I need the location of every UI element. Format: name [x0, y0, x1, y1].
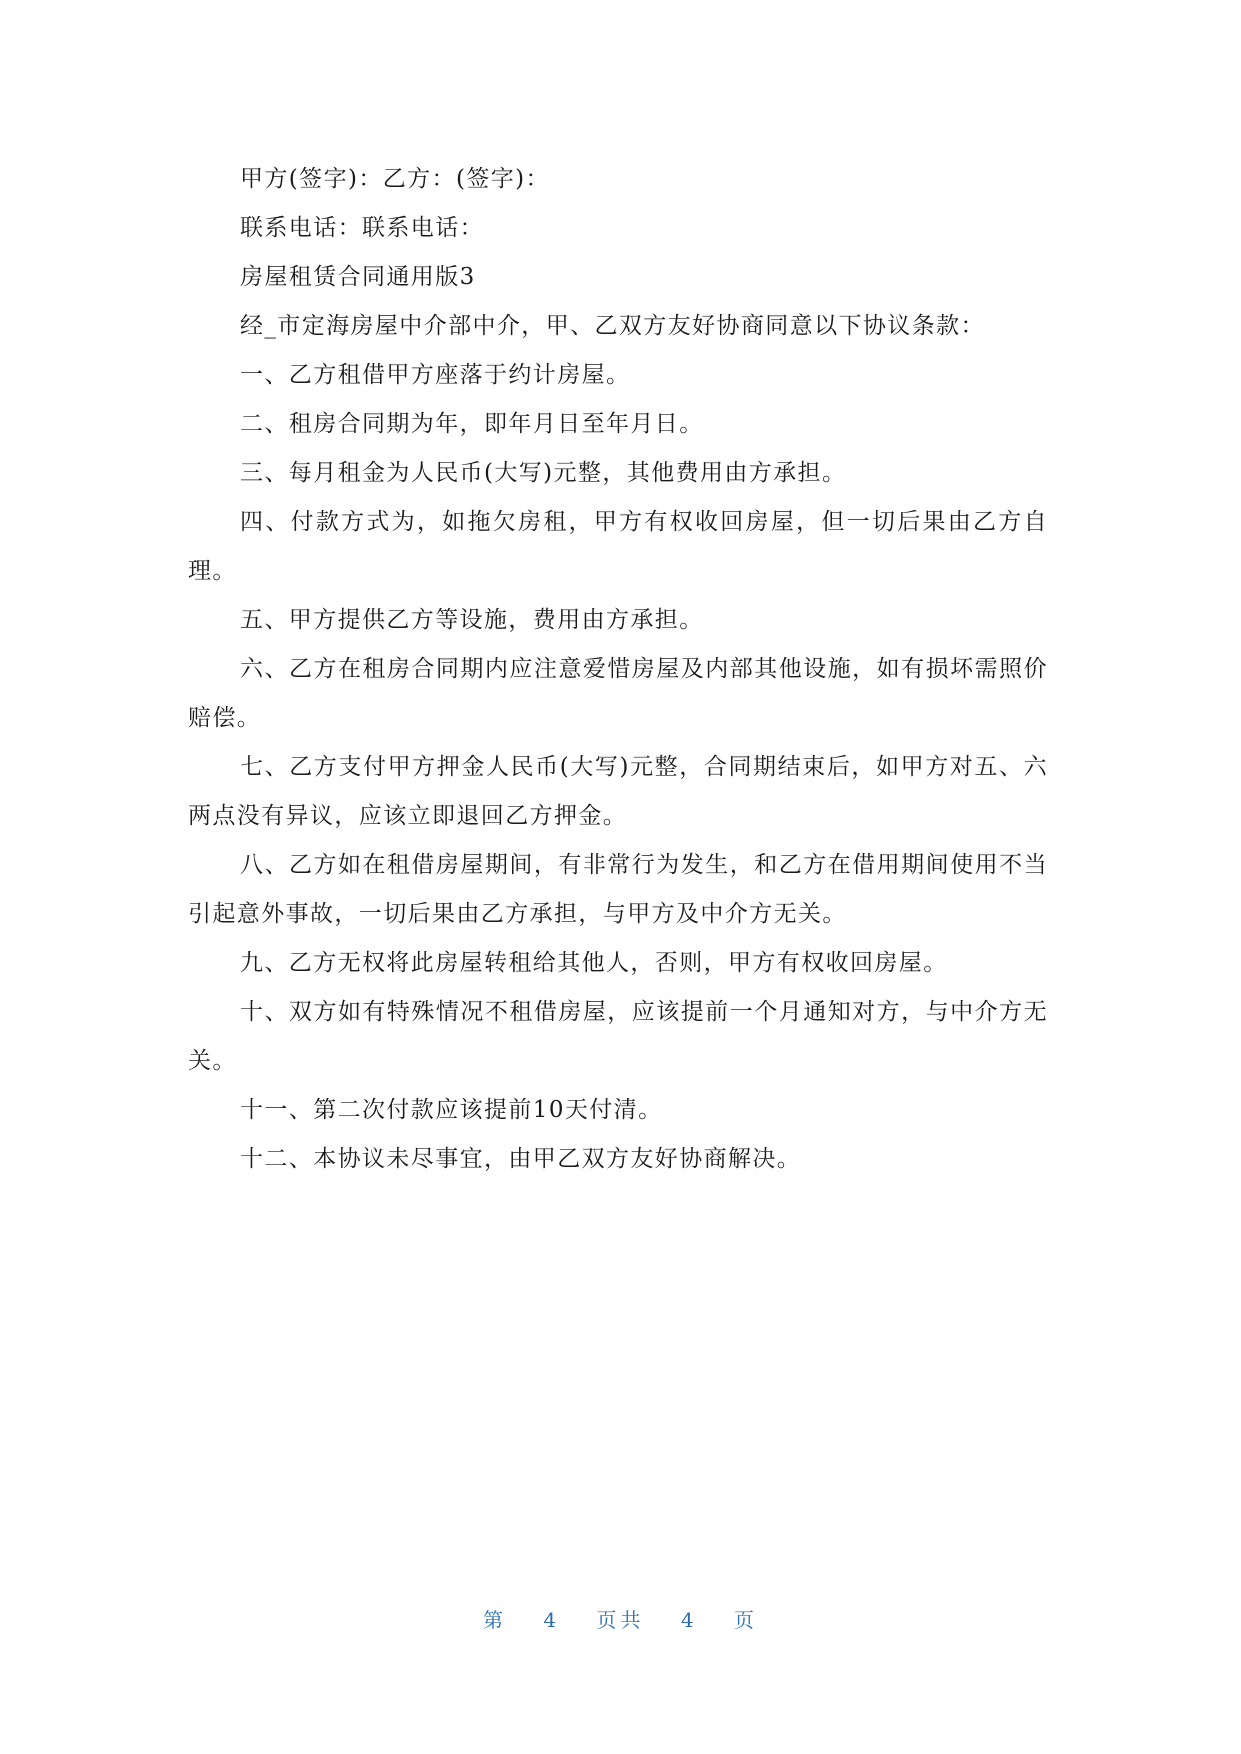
clause-4: 四、付款方式为，如拖欠房租，甲方有权收回房屋，但一切后果由乙方自理。: [188, 509, 1048, 584]
clause-1: 一、乙方租借甲方座落于约计房屋。: [240, 362, 631, 388]
clause-8: 八、乙方如在租借房屋期间，有非常行为发生，和乙方在借用期间使用不当引起意外事故，一切后果由乙方承担，与甲方及中介方无关。: [188, 852, 1048, 927]
clause-10: 十、双方如有特殊情况不租借房屋，应该提前一个月通知对方，与中介方无关。: [188, 999, 1048, 1074]
footer-total-pages: 4: [680, 1608, 698, 1632]
document-body: [188, 155, 1048, 1184]
contract-title: 房屋租赁合同通用版3: [240, 264, 476, 290]
clause-6: 六、乙方在租房合同期内应注意爱惜房屋及内部其他设施，如有损坏需照价赔偿。: [188, 656, 1048, 731]
clause-9: 九、乙方无权将此房屋转租给其他人，否则，甲方有权收回房屋。: [240, 950, 948, 976]
contract-intro: 经_市定海房屋中介部中介，甲、乙双方友好协商同意以下协议条款：: [240, 313, 985, 339]
footer-current-page: 4: [543, 1608, 561, 1632]
footer-middle: 页共: [596, 1608, 645, 1632]
page-number-footer: [0, 1604, 1241, 1633]
clause-2: 二、租房合同期为年，即年月日至年月日。: [240, 411, 704, 437]
clause-3: 三、每月租金为人民币(大写)元整，其他费用由方承担。: [240, 460, 847, 486]
footer-prefix: 第: [483, 1608, 508, 1632]
footer-suffix: 页: [733, 1608, 758, 1632]
clause-7: 七、乙方支付甲方押金人民币(大写)元整，合同期结束后，如甲方对五、六两点没有异议，应该立即退回乙方押金。: [188, 754, 1048, 829]
clause-12: 十二、本协议未尽事宜，由甲乙双方友好协商解决。: [240, 1146, 802, 1172]
clause-11: 十一、第二次付款应该提前10天付清。: [240, 1097, 663, 1123]
clause-5: 五、甲方提供乙方等设施，费用由方承担。: [240, 607, 704, 633]
contact-phone-line: 联系电话：联系电话：: [240, 215, 484, 241]
signature-line: 甲方(签字)：乙方：(签字)：: [240, 166, 550, 192]
